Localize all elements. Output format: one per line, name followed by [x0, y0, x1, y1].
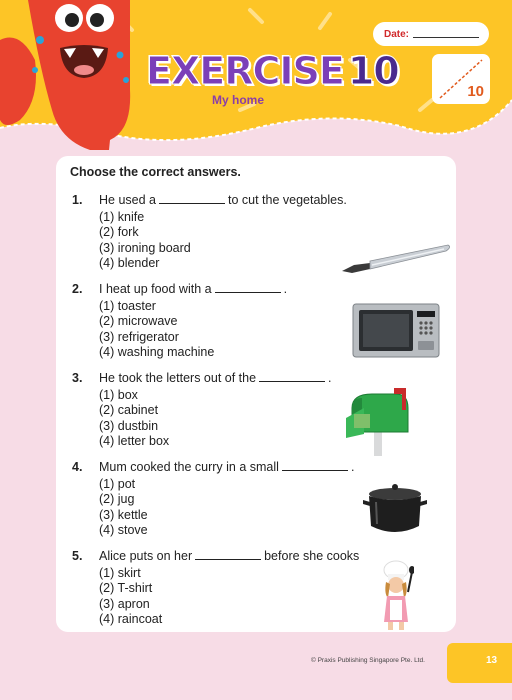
answer-blank[interactable]: [159, 194, 225, 204]
option[interactable]: (1) knife: [99, 210, 145, 224]
question-stem: Alice puts on her before she cooks: [99, 549, 360, 563]
instruction: Choose the correct answers.: [70, 165, 241, 179]
option[interactable]: (1) toaster: [99, 299, 156, 313]
date-field[interactable]: [373, 22, 489, 46]
question-number: 4.: [72, 460, 83, 474]
question-number: 3.: [72, 371, 83, 385]
option-list: [99, 388, 169, 449]
exercise-title: [146, 49, 399, 93]
chef-girl-icon: [378, 560, 414, 630]
question-number: 1.: [72, 193, 83, 207]
option[interactable]: (4) letter box: [99, 433, 170, 448]
answer-blank[interactable]: [195, 550, 261, 560]
option[interactable]: (1) skirt: [99, 566, 141, 580]
answer-blank[interactable]: [215, 283, 281, 293]
option[interactable]: (3) refrigerator: [99, 329, 179, 344]
badge-number: 10: [467, 83, 484, 100]
exercise-title-word: EXERCISE: [146, 49, 344, 93]
option-list: [99, 210, 191, 271]
date-line: [413, 37, 479, 38]
option-list: [99, 299, 214, 360]
answer-blank[interactable]: [282, 461, 348, 471]
question-number: 5.: [72, 549, 83, 563]
header-banner: [0, 0, 512, 150]
option[interactable]: (4) blender: [99, 255, 160, 270]
option[interactable]: (3) apron: [99, 596, 150, 611]
question-stem: I heat up food with a .: [99, 282, 288, 296]
option[interactable]: (2) microwave: [99, 314, 178, 329]
option-list: [99, 477, 148, 538]
knife-icon: [340, 243, 452, 275]
page-tab: [447, 643, 512, 683]
option[interactable]: (4) stove: [99, 522, 148, 537]
option[interactable]: (3) ironing board: [99, 240, 191, 255]
page-number: 13: [486, 655, 498, 666]
answer-blank[interactable]: [259, 372, 325, 382]
option[interactable]: (4) washing machine: [99, 344, 215, 359]
option-list: [99, 566, 162, 627]
exercise-subtitle: My home: [212, 93, 265, 107]
option[interactable]: (3) dustbin: [99, 418, 159, 433]
question-stem: Mum cooked the curry in a small .: [99, 460, 355, 474]
exercise-title-number: 10: [347, 49, 399, 93]
question-stem: He took the letters out of the .: [99, 371, 332, 385]
mailbox-icon: [344, 388, 412, 456]
copyright-text: © Praxis Publishing Singapore Pte. Ltd.: [311, 657, 425, 664]
option[interactable]: (3) kettle: [99, 507, 148, 522]
option[interactable]: (4) raincoat: [99, 611, 163, 626]
option[interactable]: (1) pot: [99, 477, 136, 491]
option[interactable]: (2) fork: [99, 225, 139, 240]
exercise-badge: [432, 54, 490, 104]
option[interactable]: (2) jug: [99, 492, 135, 507]
question-stem: He used a to cut the vegetables.: [99, 193, 347, 207]
microwave-icon: [352, 303, 440, 359]
option[interactable]: (2) cabinet: [99, 403, 159, 418]
option[interactable]: (1) box: [99, 388, 138, 402]
option[interactable]: (2) T-shirt: [99, 581, 153, 596]
date-label: Date:: [384, 29, 410, 40]
pot-icon: [362, 482, 428, 538]
question-number: 2.: [72, 282, 83, 296]
